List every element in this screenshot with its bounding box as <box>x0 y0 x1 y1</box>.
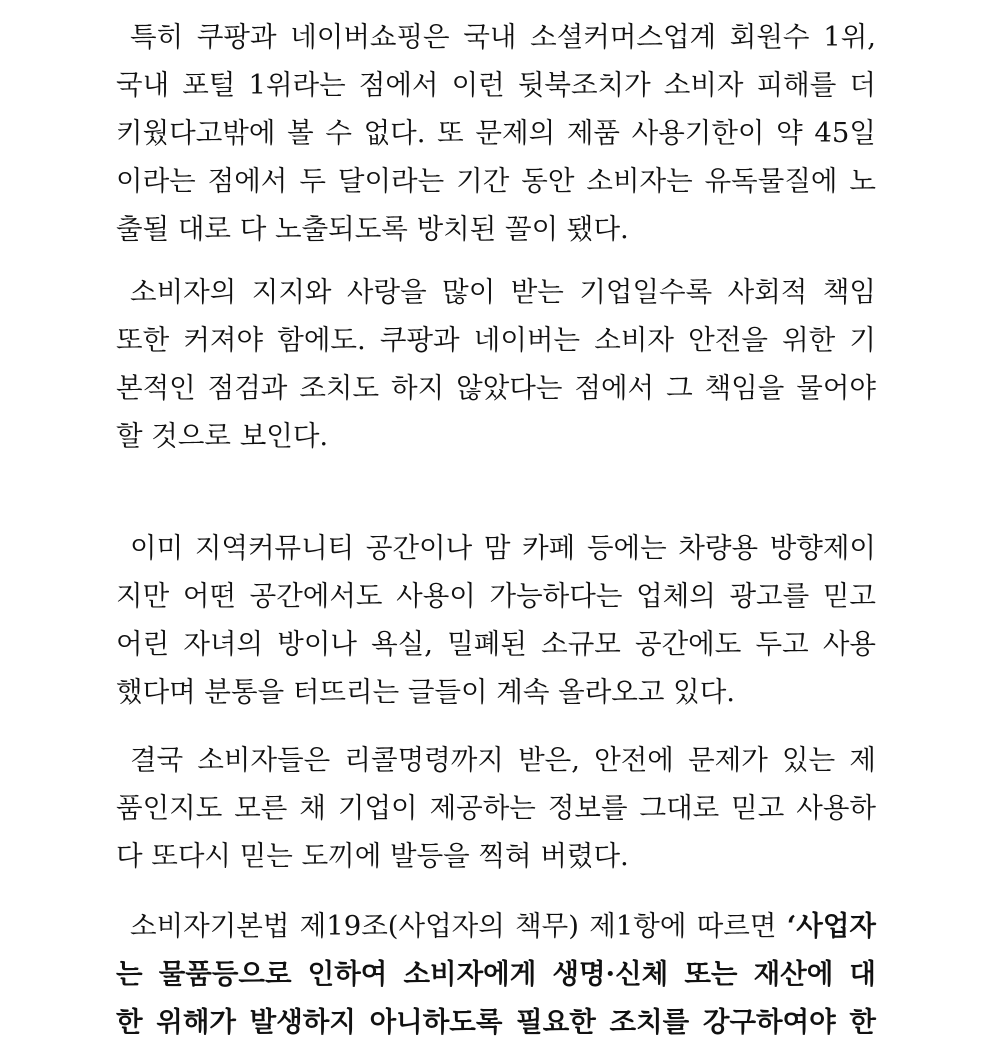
paragraph-5-bold-line-1: 는 물품등으로 인하여 소비자에게 생명·신체 또는 재산에 대 <box>116 958 876 990</box>
paragraph-1-line-5: 출될 대로 다 노출되도록 방치된 꼴이 됐다. <box>116 213 629 245</box>
paragraph-5-plain-text: 소비자기본법 제19조(사업자의 책무) 제1항에 따르면 <box>130 910 787 942</box>
paragraph-4-line-1: 결국 소비자들은 리콜명령까지 받은, 안전에 문제가 있는 제 <box>130 744 876 776</box>
paragraph-2-line-4: 할 것으로 보인다. <box>116 420 329 452</box>
paragraph-3-line-2: 지만 어떤 공간에서도 사용이 가능하다는 업체의 광고를 믿고 <box>116 580 876 612</box>
paragraph-3-line-4: 했다며 분통을 터뜨리는 글들이 계속 올라오고 있다. <box>116 676 736 708</box>
paragraph-5-bold-start: ‘사업자 <box>786 910 876 942</box>
paragraph-4-line-2: 품인지도 모른 채 기업이 제공하는 정보를 그대로 믿고 사용하 <box>116 792 876 824</box>
paragraph-1-line-2: 국내 포털 1위라는 점에서 이런 뒷북조치가 소비자 피해를 더 <box>116 69 876 101</box>
paragraph-3-line-1: 이미 지역커뮤니티 공간이나 맘 카페 등에는 차량용 방향제이 <box>130 532 876 564</box>
paragraph-4-line-3: 다 또다시 믿는 도끼에 발등을 찍혀 버렸다. <box>116 840 629 872</box>
paragraph-1-line-3: 키웠다고밖에 볼 수 없다. 또 문제의 제품 사용기한이 약 45일 <box>116 117 876 149</box>
paragraph-2-line-1: 소비자의 지지와 사랑을 많이 받는 기업일수록 사회적 책임 <box>130 276 876 308</box>
paragraph-3-line-3: 어린 자녀의 방이나 욕실, 밀폐된 소규모 공간에도 두고 사용 <box>116 628 876 660</box>
paragraph-2-line-3: 본적인 점검과 조치도 하지 않았다는 점에서 그 책임을 물어야 <box>116 372 876 404</box>
paragraph-1-line-4: 이라는 점에서 두 달이라는 기간 동안 소비자는 유독물질에 노 <box>116 165 876 197</box>
paragraph-5-bold-line-2: 한 위해가 발생하지 아니하도록 필요한 조치를 강구하여야 한 <box>116 1006 876 1038</box>
paragraph-1-line-1: 특히 쿠팡과 네이버쇼핑은 국내 소셜커머스업계 회원수 1위, <box>130 21 876 53</box>
paragraph-5-line-1 <box>116 902 876 950</box>
paragraph-2-line-2: 또한 커져야 함에도. 쿠팡과 네이버는 소비자 안전을 위한 기 <box>116 324 876 356</box>
